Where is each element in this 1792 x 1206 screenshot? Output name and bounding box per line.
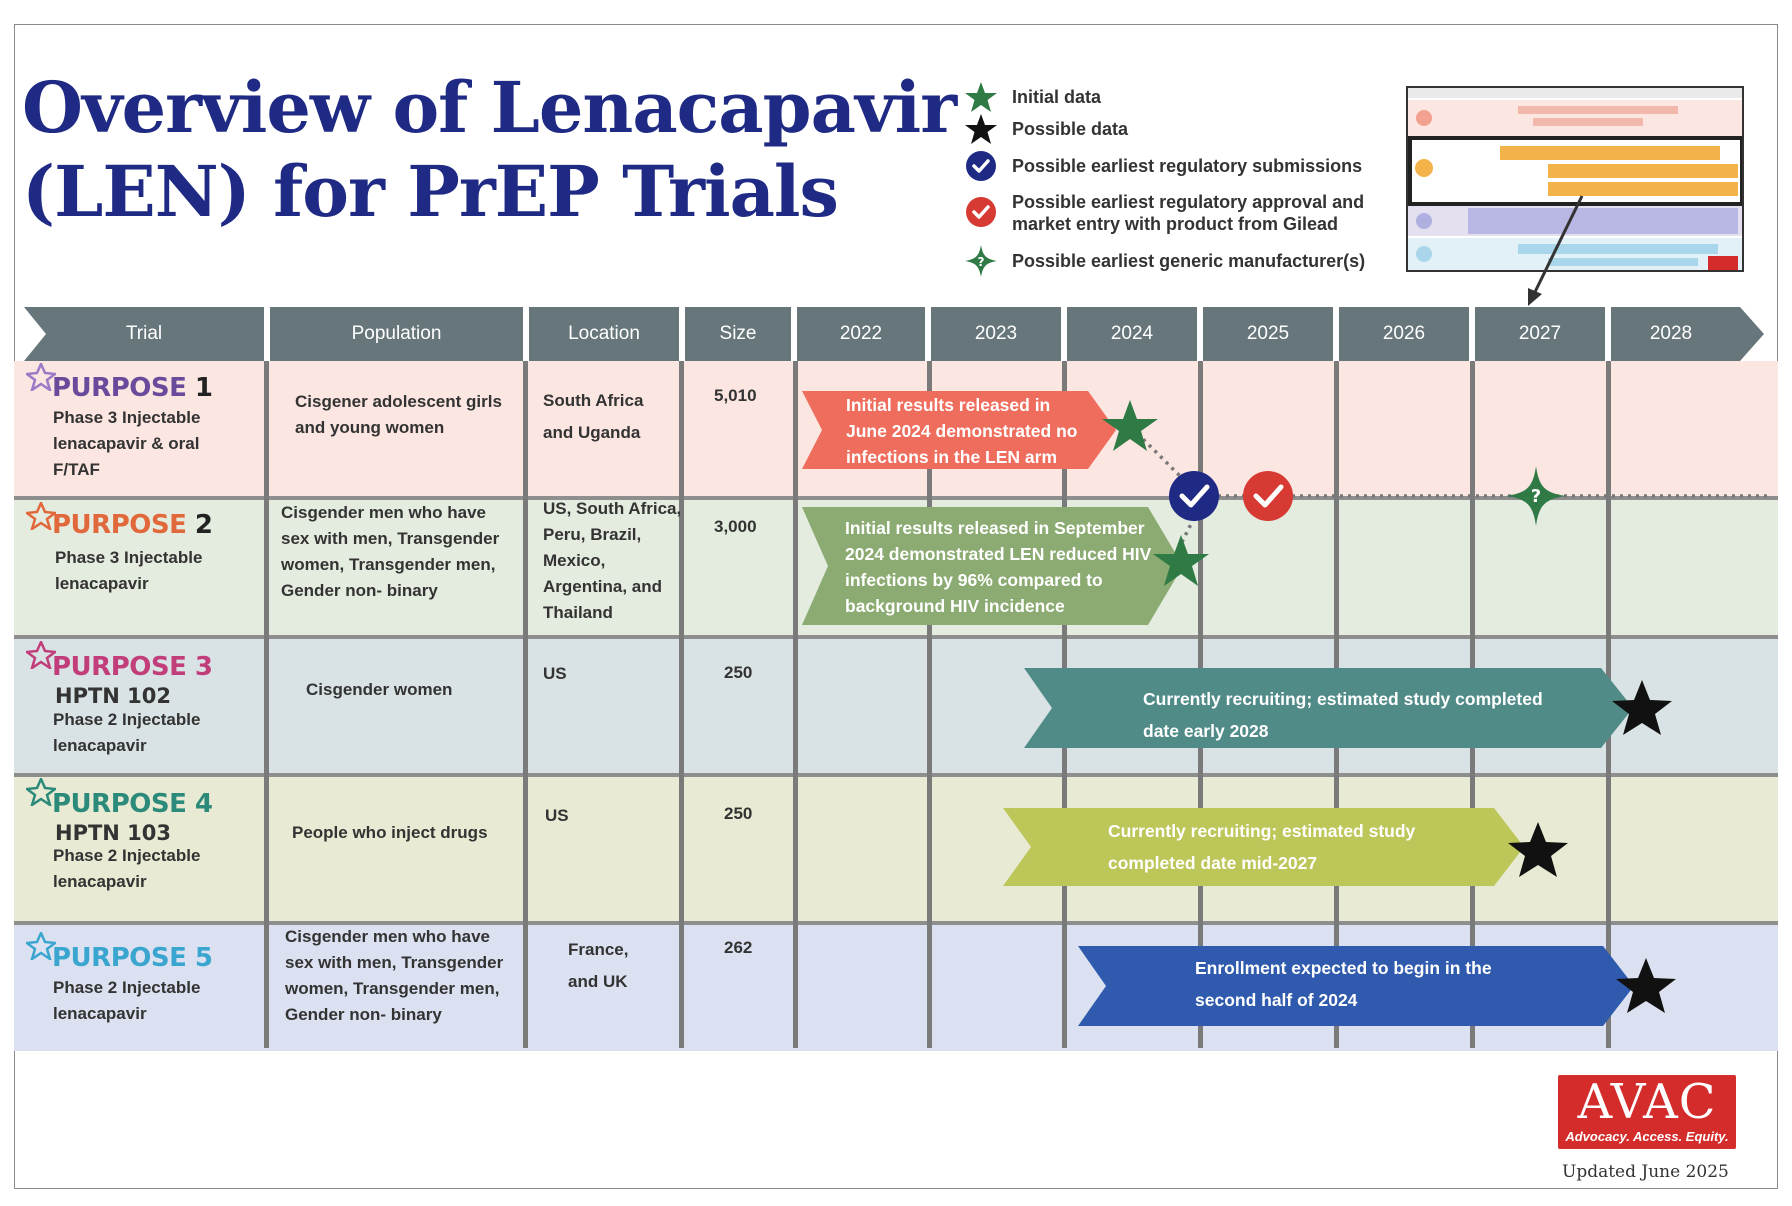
trial-name-prefix: PURPOSE: [52, 652, 187, 682]
trial-sub-line: lenacapavir & oral: [53, 434, 200, 453]
trial-name-number: 2: [194, 510, 213, 540]
population-line: Cisgender men who have: [281, 503, 486, 522]
location-line: US, South Africa,: [543, 499, 682, 518]
bar-text-line: infections in the LEN arm: [846, 447, 1057, 467]
updated-date: Updated June 2025: [1562, 1162, 1729, 1182]
size-cell-4: 250: [724, 804, 753, 823]
location-line: Peru, Brazil,: [543, 525, 642, 544]
population-line: Cisgener adolescent girls: [295, 392, 502, 411]
bar-text-line: Enrollment expected to begin in the: [1195, 958, 1492, 978]
location-line: Thailand: [543, 603, 613, 622]
bar-text-line: infections by 96% compared to: [845, 570, 1103, 590]
bar-text-line: June 2024 demonstrated no: [846, 421, 1078, 441]
black-star-icon: [1508, 822, 1568, 877]
size-cell-1: 5,010: [714, 386, 757, 405]
blue-check-icon: [1169, 471, 1219, 521]
trial-code-4: HPTN 103: [55, 821, 172, 845]
timeline-bar-text-2: [845, 515, 1151, 619]
trial-sub-line: Phase 3 Injectable: [53, 408, 201, 427]
trial-sub-line: lenacapavir: [55, 574, 149, 593]
green-sparkle-question-icon: [1506, 466, 1566, 526]
header-year-2024: 2024: [1110, 323, 1154, 344]
trial-name-number: 4: [194, 789, 213, 819]
header-year-2022: 2022: [839, 323, 883, 344]
trial-sub-line: Phase 2 Injectable: [53, 846, 201, 865]
trial-sub-line: Phase 2 Injectable: [53, 978, 201, 997]
bar-text-line: Currently recruiting; estimated study: [1108, 821, 1416, 841]
population-line: women, Transgender men,: [281, 555, 496, 574]
population-line: Cisgender men who have: [285, 927, 490, 946]
population-line: and young women: [295, 418, 445, 437]
population-line: Gender non- binary: [285, 1005, 442, 1024]
legend-label: Possible data: [1012, 119, 1129, 139]
location-line: Argentina, and: [543, 577, 663, 596]
bar-text-line: background HIV incidence: [845, 596, 1065, 616]
bar-text-line: second half of 2024: [1195, 990, 1358, 1010]
avac-tagline: Advocacy. Access. Equity.: [1565, 1129, 1729, 1144]
header-year-2023: 2023: [974, 323, 1018, 344]
trial-sub-line: Phase 2 Injectable: [53, 710, 201, 729]
timeline-bar-text-4: [1108, 815, 1415, 879]
avac-logo-text: AVAC: [1577, 1074, 1717, 1130]
trial-sub-line: lenacapavir: [53, 1004, 147, 1023]
timeline-bar-text-5: [1195, 952, 1492, 1016]
black-star-icon: [1612, 680, 1672, 735]
trial-name-number: 3: [194, 652, 213, 682]
trial-sub-line: lenacapavir: [53, 736, 147, 755]
trial-name-prefix: PURPOSE: [52, 789, 187, 819]
bar-text-line: 2024 demonstrated LEN reduced HIV: [845, 544, 1152, 564]
header-year-2028: 2028: [1649, 323, 1693, 344]
population-line: sex with men, Transgender: [281, 529, 500, 548]
location-line: France,: [568, 940, 629, 959]
trial-name-prefix: PURPOSE: [52, 510, 187, 540]
location-line: US: [543, 664, 567, 683]
location-line: US: [545, 806, 569, 825]
location-line: South Africa: [543, 391, 644, 410]
svg-text:?: ?: [977, 255, 985, 269]
legend-label: Possible earliest generic manufacturer(s): [1012, 251, 1366, 271]
header-year-2026: 2026: [1382, 323, 1426, 344]
location-line: Mexico,: [543, 551, 606, 570]
avac-logo: [1558, 1075, 1736, 1149]
timeline-bar-text-3: [1143, 683, 1543, 747]
population-line: Gender non- binary: [281, 581, 438, 600]
trial-sub-line: F/TAF: [53, 460, 100, 479]
bar-text-line: completed date mid-2027: [1108, 853, 1318, 873]
timeline-bar-text-1: [846, 392, 1077, 470]
size-cell-5: 262: [724, 938, 753, 957]
population-line: sex with men, Transgender: [285, 953, 504, 972]
header-location: Location: [568, 323, 640, 344]
population-line: People who inject drugs: [292, 823, 488, 842]
trial-sub-line: Phase 3 Injectable: [55, 548, 203, 567]
black-star-icon: [1616, 958, 1676, 1013]
trial-code-3: HPTN 102: [55, 684, 172, 708]
red-check-icon: [1243, 471, 1293, 521]
title-line-1: Overview of Lenacapavir: [22, 66, 957, 149]
location-line: and Uganda: [543, 423, 641, 442]
legend-label-line-2: market entry with product from Gilead: [1012, 214, 1339, 234]
trial-sub-line: lenacapavir: [53, 872, 147, 891]
population-line: women, Transgender men,: [285, 979, 500, 998]
trial-name-number: 1: [194, 373, 213, 403]
legend-label: Initial data: [1012, 87, 1102, 107]
trial-name-prefix: PURPOSE: [52, 373, 187, 403]
legend-label: Possible earliest regulatory submissions: [1012, 156, 1363, 176]
bar-text-line: date early 2028: [1143, 721, 1269, 741]
trial-name-number: 5: [194, 943, 213, 973]
bar-text-line: Initial results released in September: [845, 518, 1145, 538]
size-cell-3: 250: [724, 663, 753, 682]
bar-text-line: Initial results released in: [846, 395, 1051, 415]
header-year-2025: 2025: [1246, 323, 1290, 344]
bar-text-line: Currently recruiting; estimated study completed: [1143, 689, 1543, 709]
header-population: Population: [351, 323, 442, 344]
legend-label-line-1: Possible earliest regulatory approval and: [1012, 192, 1365, 212]
header-size: Size: [719, 323, 757, 344]
header-trial: Trial: [125, 323, 163, 344]
location-line: and UK: [568, 972, 628, 991]
population-line: Cisgender women: [306, 680, 453, 699]
svg-text:?: ?: [1530, 486, 1542, 507]
title-line-2: (LEN) for PrEP Trials: [22, 150, 838, 233]
header-year-2027: 2027: [1518, 323, 1562, 344]
trial-name-prefix: PURPOSE: [52, 943, 187, 973]
size-cell-2: 3,000: [714, 517, 757, 536]
